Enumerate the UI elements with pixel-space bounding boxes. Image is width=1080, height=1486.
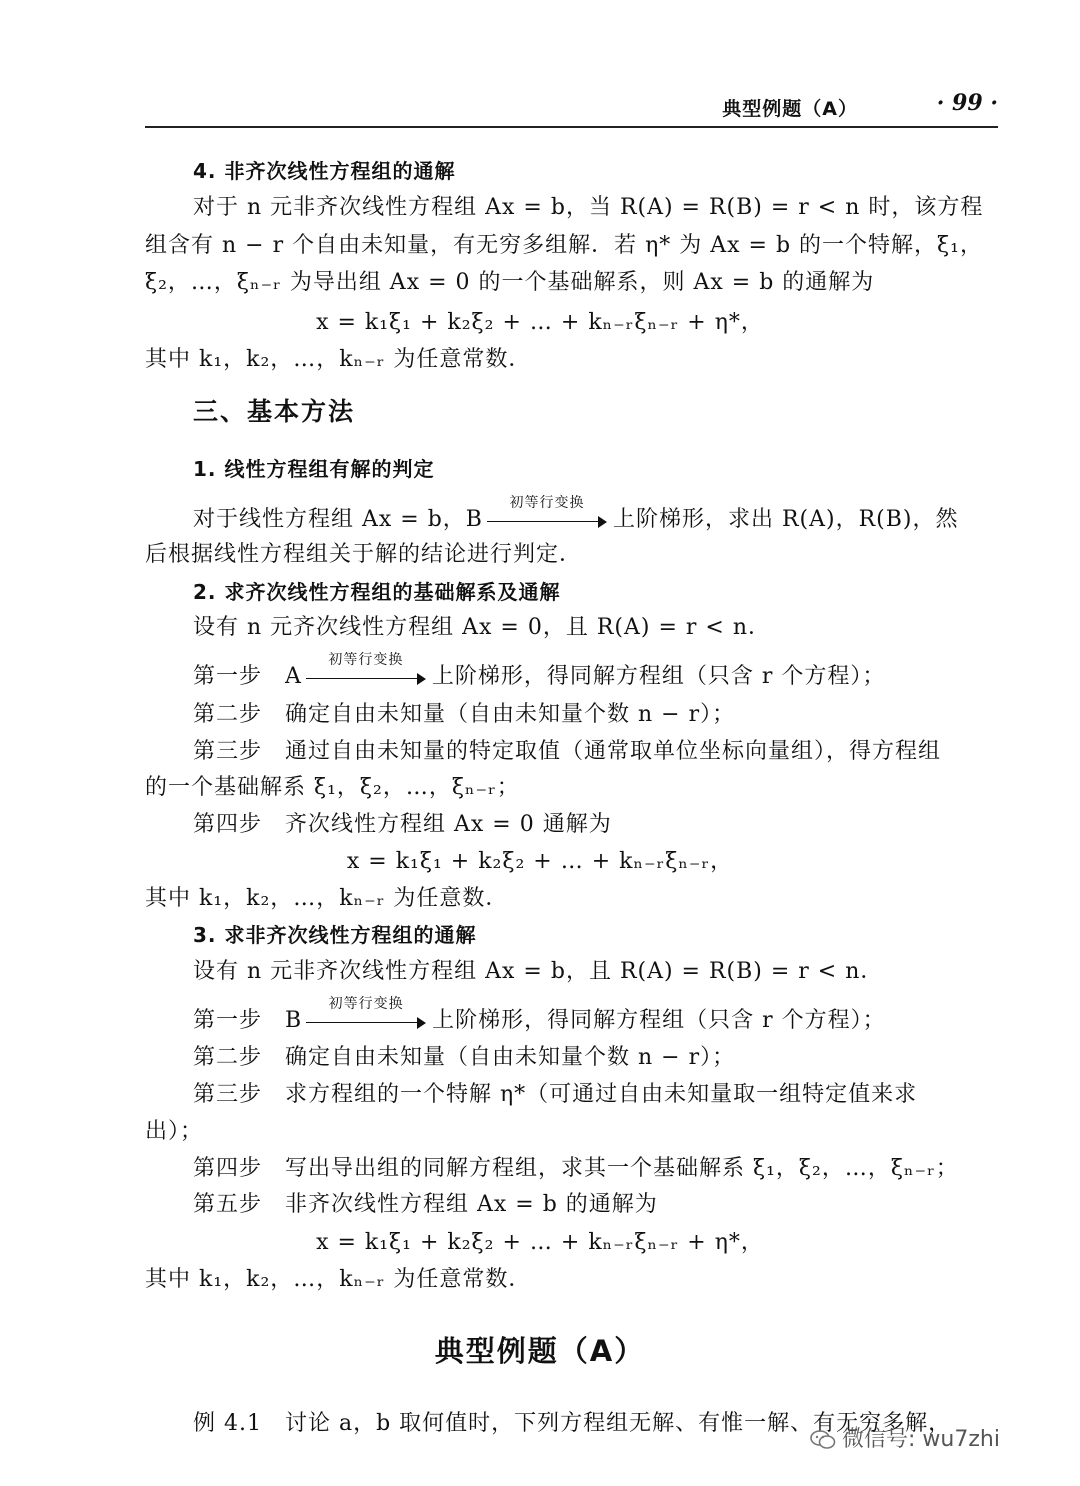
subsection-heading: 3. 求非齐次线性方程组的通解 — [193, 923, 477, 947]
paragraph-line: 其中 k₁，k₂，…，kₙ₋ᵣ 为任意常数． — [145, 347, 532, 372]
arrow-label: 初等行变换 — [328, 996, 404, 1012]
paragraph-line: 其中 k₁，k₂，…，kₙ₋ᵣ 为任意数． — [145, 886, 509, 911]
paragraph-line: 设有 n 元齐次线性方程组 Ax = 0，且 R(A) = r < n． — [193, 615, 771, 640]
step-line: 第二步 确定自由未知量（自由未知量个数 n − r）； — [193, 1045, 736, 1070]
paragraph-line: 后根据线性方程组关于解的结论进行判定． — [145, 542, 583, 567]
step-line: 第五步 非齐次线性方程组 Ax = b 的通解为 — [193, 1192, 658, 1217]
arrow-label: 初等行变换 — [509, 495, 585, 511]
text-run: 第一步 A — [193, 664, 302, 689]
text-run: 上阶梯形，得同解方程组（只含 r 个方程）； — [432, 1008, 886, 1033]
step-line: 第二步 确定自由未知量（自由未知量个数 n − r）； — [193, 702, 736, 727]
formula-line: x = k₁ξ₁ + k₂ξ₂ + … + kₙ₋ᵣξₙ₋ᵣ， — [346, 849, 734, 874]
paragraph-line: 设有 n 元非齐次线性方程组 Ax = b，且 R(A) = R(B) = r < n． — [193, 959, 884, 984]
arrow-label: 初等行变换 — [328, 652, 404, 668]
subsection-heading: 4. 非齐次线性方程组的通解 — [193, 159, 456, 183]
paragraph-line: 对于 n 元非齐次线性方程组 Ax = b，当 R(A) = R(B) = r < n 时，该方程 — [193, 195, 984, 220]
text-run: 第一步 B — [193, 1008, 303, 1033]
paragraph-line: 其中 k₁，k₂，…，kₙ₋ᵣ 为任意常数． — [145, 1267, 532, 1292]
row-transform-arrow — [306, 652, 426, 688]
step-line: 第三步 求方程组的一个特解 η*（可通过自由未知量取一组特定值来求 — [193, 1082, 918, 1107]
watermark-text: 微信号: wu7zhi — [842, 1427, 1000, 1452]
step-line: 第四步 写出导出组的同解方程组，求其一个基础解系 ξ₁，ξ₂，…，ξₙ₋ᵣ； — [193, 1156, 959, 1181]
step-line — [193, 652, 886, 692]
paragraph-line: ξ₂，…，ξₙ₋ᵣ 为导出组 Ax = 0 的一个基础解系，则 Ax = b 的通解为 — [145, 270, 875, 295]
example-line: 例 4.1 讨论 a，b 取何值时，下列方程组无解、有惟一解、有无穷多解， — [193, 1411, 952, 1436]
text-run: 上阶梯形，求出 R(A)，R(B)，然 — [612, 507, 959, 532]
row-transform-arrow — [306, 996, 426, 1032]
step-line: 第三步 通过自由未知量的特定取值（通常取单位坐标向量组），得方程组 — [193, 739, 942, 764]
subsection-heading: 1. 线性方程组有解的判定 — [193, 457, 435, 481]
paragraph-line: 组含有 n − r 个自由未知量，有无穷多组解．若 η* 为 Ax = b 的一个特解，ξ₁， — [145, 233, 983, 258]
row-transform-arrow — [487, 495, 607, 531]
section-heading: 三、基本方法 — [193, 397, 356, 426]
step-line: 第四步 齐次线性方程组 Ax = 0 通解为 — [193, 812, 612, 837]
step-line — [193, 996, 886, 1036]
formula-line: x = k₁ξ₁ + k₂ξ₂ + … + kₙ₋ᵣξₙ₋ᵣ + η*， — [316, 1230, 764, 1255]
text-run: 对于线性方程组 Ax = b，B — [193, 507, 483, 532]
subsection-heading: 2. 求齐次线性方程组的基础解系及通解 — [193, 580, 561, 604]
watermark — [810, 1422, 1000, 1453]
paragraph-line: 出）； — [145, 1119, 204, 1144]
paragraph-line: 的一个基础解系 ξ₁，ξ₂，…，ξₙ₋ᵣ； — [145, 775, 520, 800]
text-run: 上阶梯形，得同解方程组（只含 r 个方程）； — [431, 664, 886, 689]
paragraph-line — [193, 495, 959, 535]
formula-line: x = k₁ξ₁ + k₂ξ₂ + … + kₙ₋ᵣξₙ₋ᵣ + η*， — [316, 310, 764, 335]
header-title: 典型例题（A） — [722, 98, 858, 120]
running-header — [145, 86, 998, 128]
wechat-icon — [810, 1430, 836, 1450]
page-number: · 99 · — [936, 90, 998, 116]
chapter-heading: 典型例题（A） — [434, 1334, 646, 1368]
